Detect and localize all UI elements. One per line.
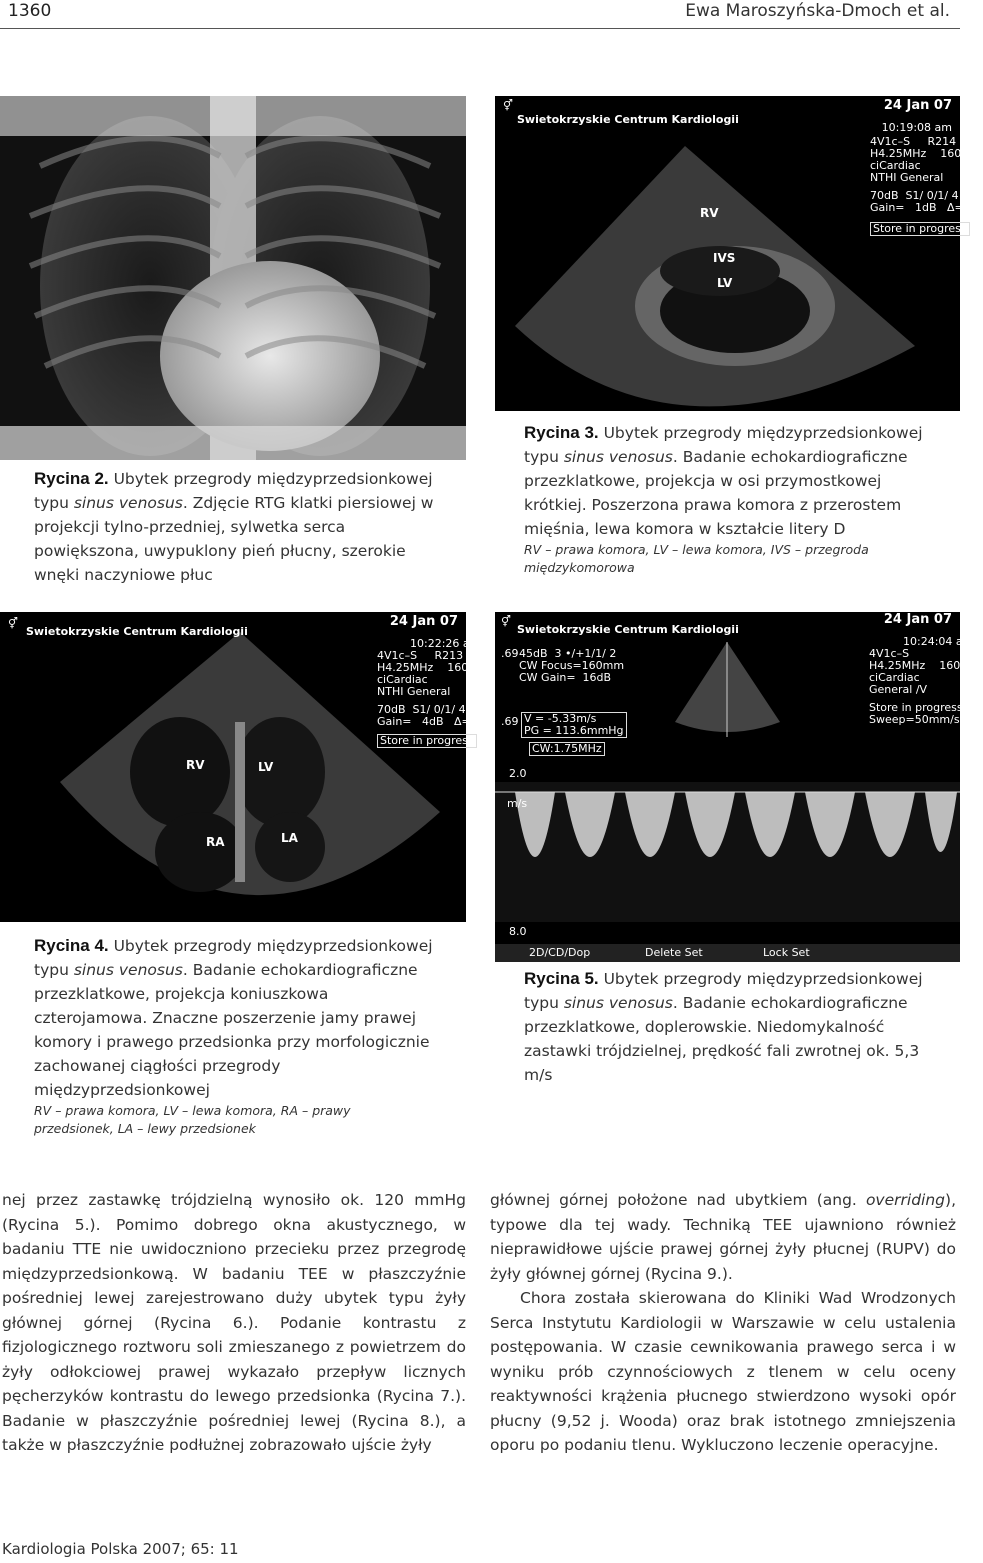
label-lv: LV bbox=[258, 760, 274, 774]
scan-time: 10:22:26 am bbox=[410, 637, 481, 650]
probe-settings: 4V1c–S H4.25MHz 160mm ciCardiac General /V bbox=[869, 647, 982, 696]
gain-settings: 70dB S1/ 0/1/ 4 Gain= 1dB Δ=3 bbox=[870, 189, 971, 214]
caption-text: . Zdjęcie RTG klatki piersiowej w projekcji tylno-przedniej, sylwetka serca powiększona, uwypuklony pień płucny, szerokie wnęki naczyniowe płuc bbox=[34, 494, 434, 584]
mode-indicator: 2D/CD/Dop bbox=[529, 946, 591, 959]
label-la: LA bbox=[281, 831, 298, 845]
body-italic: overriding bbox=[865, 1191, 946, 1209]
scale-top: .69 bbox=[501, 647, 519, 660]
axis-label-2: 2.0 bbox=[509, 767, 527, 780]
caption-title: Rycina 2. bbox=[34, 469, 109, 488]
store-status: Store in progress bbox=[377, 734, 477, 748]
journal-footer: Kardiologia Polska 2007; 65: 11 bbox=[2, 1540, 239, 1558]
label-ivs: IVS bbox=[713, 251, 736, 265]
clinic-name: Swietokrzyskie Centrum Kardiologii bbox=[517, 623, 739, 636]
lock-set: Lock Set bbox=[763, 946, 810, 959]
gain-settings: 70dB S1/ 0/1/ 4 Gain= 4dB Δ=3 bbox=[377, 703, 478, 728]
caption-italic: sinus venosus bbox=[73, 494, 183, 512]
cw-settings: 45dB 3 •/+1/1/ 2 CW Focus=160mm CW Gain= 16dB bbox=[519, 647, 625, 684]
caption-text: Ubytek przegrody międzyprzedsionkowej typu bbox=[524, 424, 923, 466]
scan-date: 24 Jan 07 bbox=[389, 614, 458, 629]
caption-text: . Badanie echokardiograficzne przezklatkowe, doplerowskie. Niedomykalność zastawki trójdzielnej, prędkość fali zwrotnej ok. 5,3 m/s bbox=[524, 994, 920, 1084]
logo-icon: ⚥ bbox=[503, 99, 513, 112]
clinic-name: Swietokrzyskie Centrum Kardiologii bbox=[517, 113, 739, 126]
caption-title: Rycina 5. bbox=[524, 969, 599, 988]
delete-set: Delete Set bbox=[645, 946, 703, 959]
caption-abbreviations: RV – prawa komora, LV – lewa komora, RA – prawy przedsionek, LA – lewy przedsionek bbox=[34, 1103, 351, 1136]
cw-frequency: CW:1.75MHz bbox=[529, 742, 605, 756]
body-text: ), typowe dla tej wady. Techniką TEE ujawniono również nieprawidłowe ujście prawej górnej żyły płucnej (RUPV) do żyły głównej górnej (Rycina 9.). bbox=[490, 1191, 956, 1283]
page-number: 1360 bbox=[8, 1, 52, 21]
store-status: Store in progress Sweep=50mm/s bbox=[869, 701, 963, 726]
caption-title: Rycina 3. bbox=[524, 423, 599, 442]
scan-date: 24 Jan 07 bbox=[883, 612, 952, 627]
caption-text: . Badanie echokardiograficzne przezklatkowe, projekcja koniuszkowa czterojamowa. Znaczne poszerzenie jamy prawej komory i prawego przedsionka przy morfologicznie zachowanej ciągłości przegrody międzyprzedsionkowej bbox=[34, 961, 430, 1099]
body-text: głównej górnej położone nad ubytkiem (ang. bbox=[490, 1191, 866, 1209]
axis-unit: m/s bbox=[507, 797, 528, 810]
figure-4-echo-four-chamber bbox=[0, 612, 490, 922]
caption-abbreviations: RV – prawa komora, LV – lewa komora, IVS – przegroda międzykomorowa bbox=[524, 542, 869, 575]
scan-date: 24 Jan 07 bbox=[883, 98, 952, 113]
clinic-name: Swietokrzyskie Centrum Kardiologii bbox=[26, 625, 248, 638]
logo-icon: ⚥ bbox=[501, 615, 511, 628]
figure-3-echo-short-axis bbox=[495, 96, 983, 411]
running-authors: Ewa Maroszyńska-Dmoch et al. bbox=[685, 1, 950, 21]
scale-mid: .69 bbox=[501, 715, 519, 728]
axis-label-8: 8.0 bbox=[509, 925, 527, 938]
caption-figure-3 bbox=[524, 421, 926, 577]
body-column-left bbox=[2, 1188, 466, 1458]
xray-illustration bbox=[0, 96, 466, 460]
label-ra: RA bbox=[206, 835, 225, 849]
caption-italic: sinus venosus bbox=[563, 994, 673, 1012]
caption-text: Ubytek przegrody międzyprzedsionkowej typu bbox=[34, 937, 433, 979]
caption-text: Ubytek przegrody międzyprzedsionkowej typu bbox=[524, 970, 923, 1012]
page-header bbox=[0, 0, 960, 30]
figure-2-chest-xray bbox=[0, 96, 466, 460]
caption-title: Rycina 4. bbox=[34, 936, 109, 955]
body-column-right bbox=[490, 1188, 956, 1458]
scan-time: 10:24:04 am bbox=[903, 635, 974, 648]
caption-figure-2 bbox=[34, 467, 434, 587]
probe-settings: 4V1c–S R213 H4.25MHz 160mm ciCardiac NTHI General bbox=[377, 649, 490, 698]
caption-italic: sinus venosus bbox=[73, 961, 183, 979]
caption-figure-5 bbox=[524, 967, 926, 1087]
label-rv: RV bbox=[186, 758, 205, 772]
probe-settings: 4V1c–S R214 H4.25MHz 160mm ciCardiac NTHI General bbox=[870, 135, 983, 184]
label-lv: LV bbox=[717, 276, 733, 290]
body-paragraph bbox=[490, 1188, 956, 1286]
label-rv: RV bbox=[700, 206, 719, 220]
figure-5-cw-doppler bbox=[495, 612, 982, 962]
header-rule bbox=[0, 28, 960, 29]
store-status: Store in progress bbox=[870, 222, 970, 236]
caption-italic: sinus venosus bbox=[563, 448, 673, 466]
body-paragraph: Chora została skierowana do Kliniki Wad Wrodzonych Serca Instytutu Kardiologii w Warszawie w celu ustalenia postępowania. W czasie cewnikowania prawego serca i w wyniku prób czynnościowych z tlenem w celu oceny reaktywności krążenia płucnego stwierdzono wysoki opór płucny (9,52 j. Wooda) oraz brak istotnego zmniejszenia oporu po podaniu tlenu. Wykluczono leczenie operacyjne. bbox=[490, 1289, 956, 1454]
caption-text: Ubytek przegrody międzyprzedsionkowej typu bbox=[34, 470, 433, 512]
body-paragraph: nej przez zastawkę trójdzielną wynosiło ok. 120 mmHg (Rycina 5.). Pomimo dobrego okna akustycznego, w badaniu TTE nie uwidoczniono przecieku przez przegrodę międzyprzedsionkową. W badaniu TEE w płaszczyźnie pośredniej lewej zarejestrowano duży ubytek typu żyły głównej górnej (Rycina 6.). Podanie kontrastu z fizjologicznego roztworu soli zmieszanego z powietrzem do żyły odłokciowej prawej wykazało przepływ licznych pęcherzyków kontrastu do lewego przedsionka (Rycina 7.). Badanie w płaszczyźnie pośredniej lewej (Rycina 8.), a także w płaszczyźnie podłużnej zobrazowało ujście żyły bbox=[2, 1191, 466, 1454]
scan-time: 10:19:08 am bbox=[881, 121, 952, 134]
caption-figure-4 bbox=[34, 934, 434, 1138]
velocity-readout: V = -5.33m/s PG = 113.6mmHg bbox=[521, 712, 627, 738]
logo-icon: ⚥ bbox=[8, 617, 18, 630]
caption-text: . Badanie echokardiograficzne przezklatkowe, projekcja w osi przymostkowej krótkiej. Poszerzona prawa komora z przerostem mięśnia, lewa komora w kształcie litery D bbox=[524, 448, 908, 538]
